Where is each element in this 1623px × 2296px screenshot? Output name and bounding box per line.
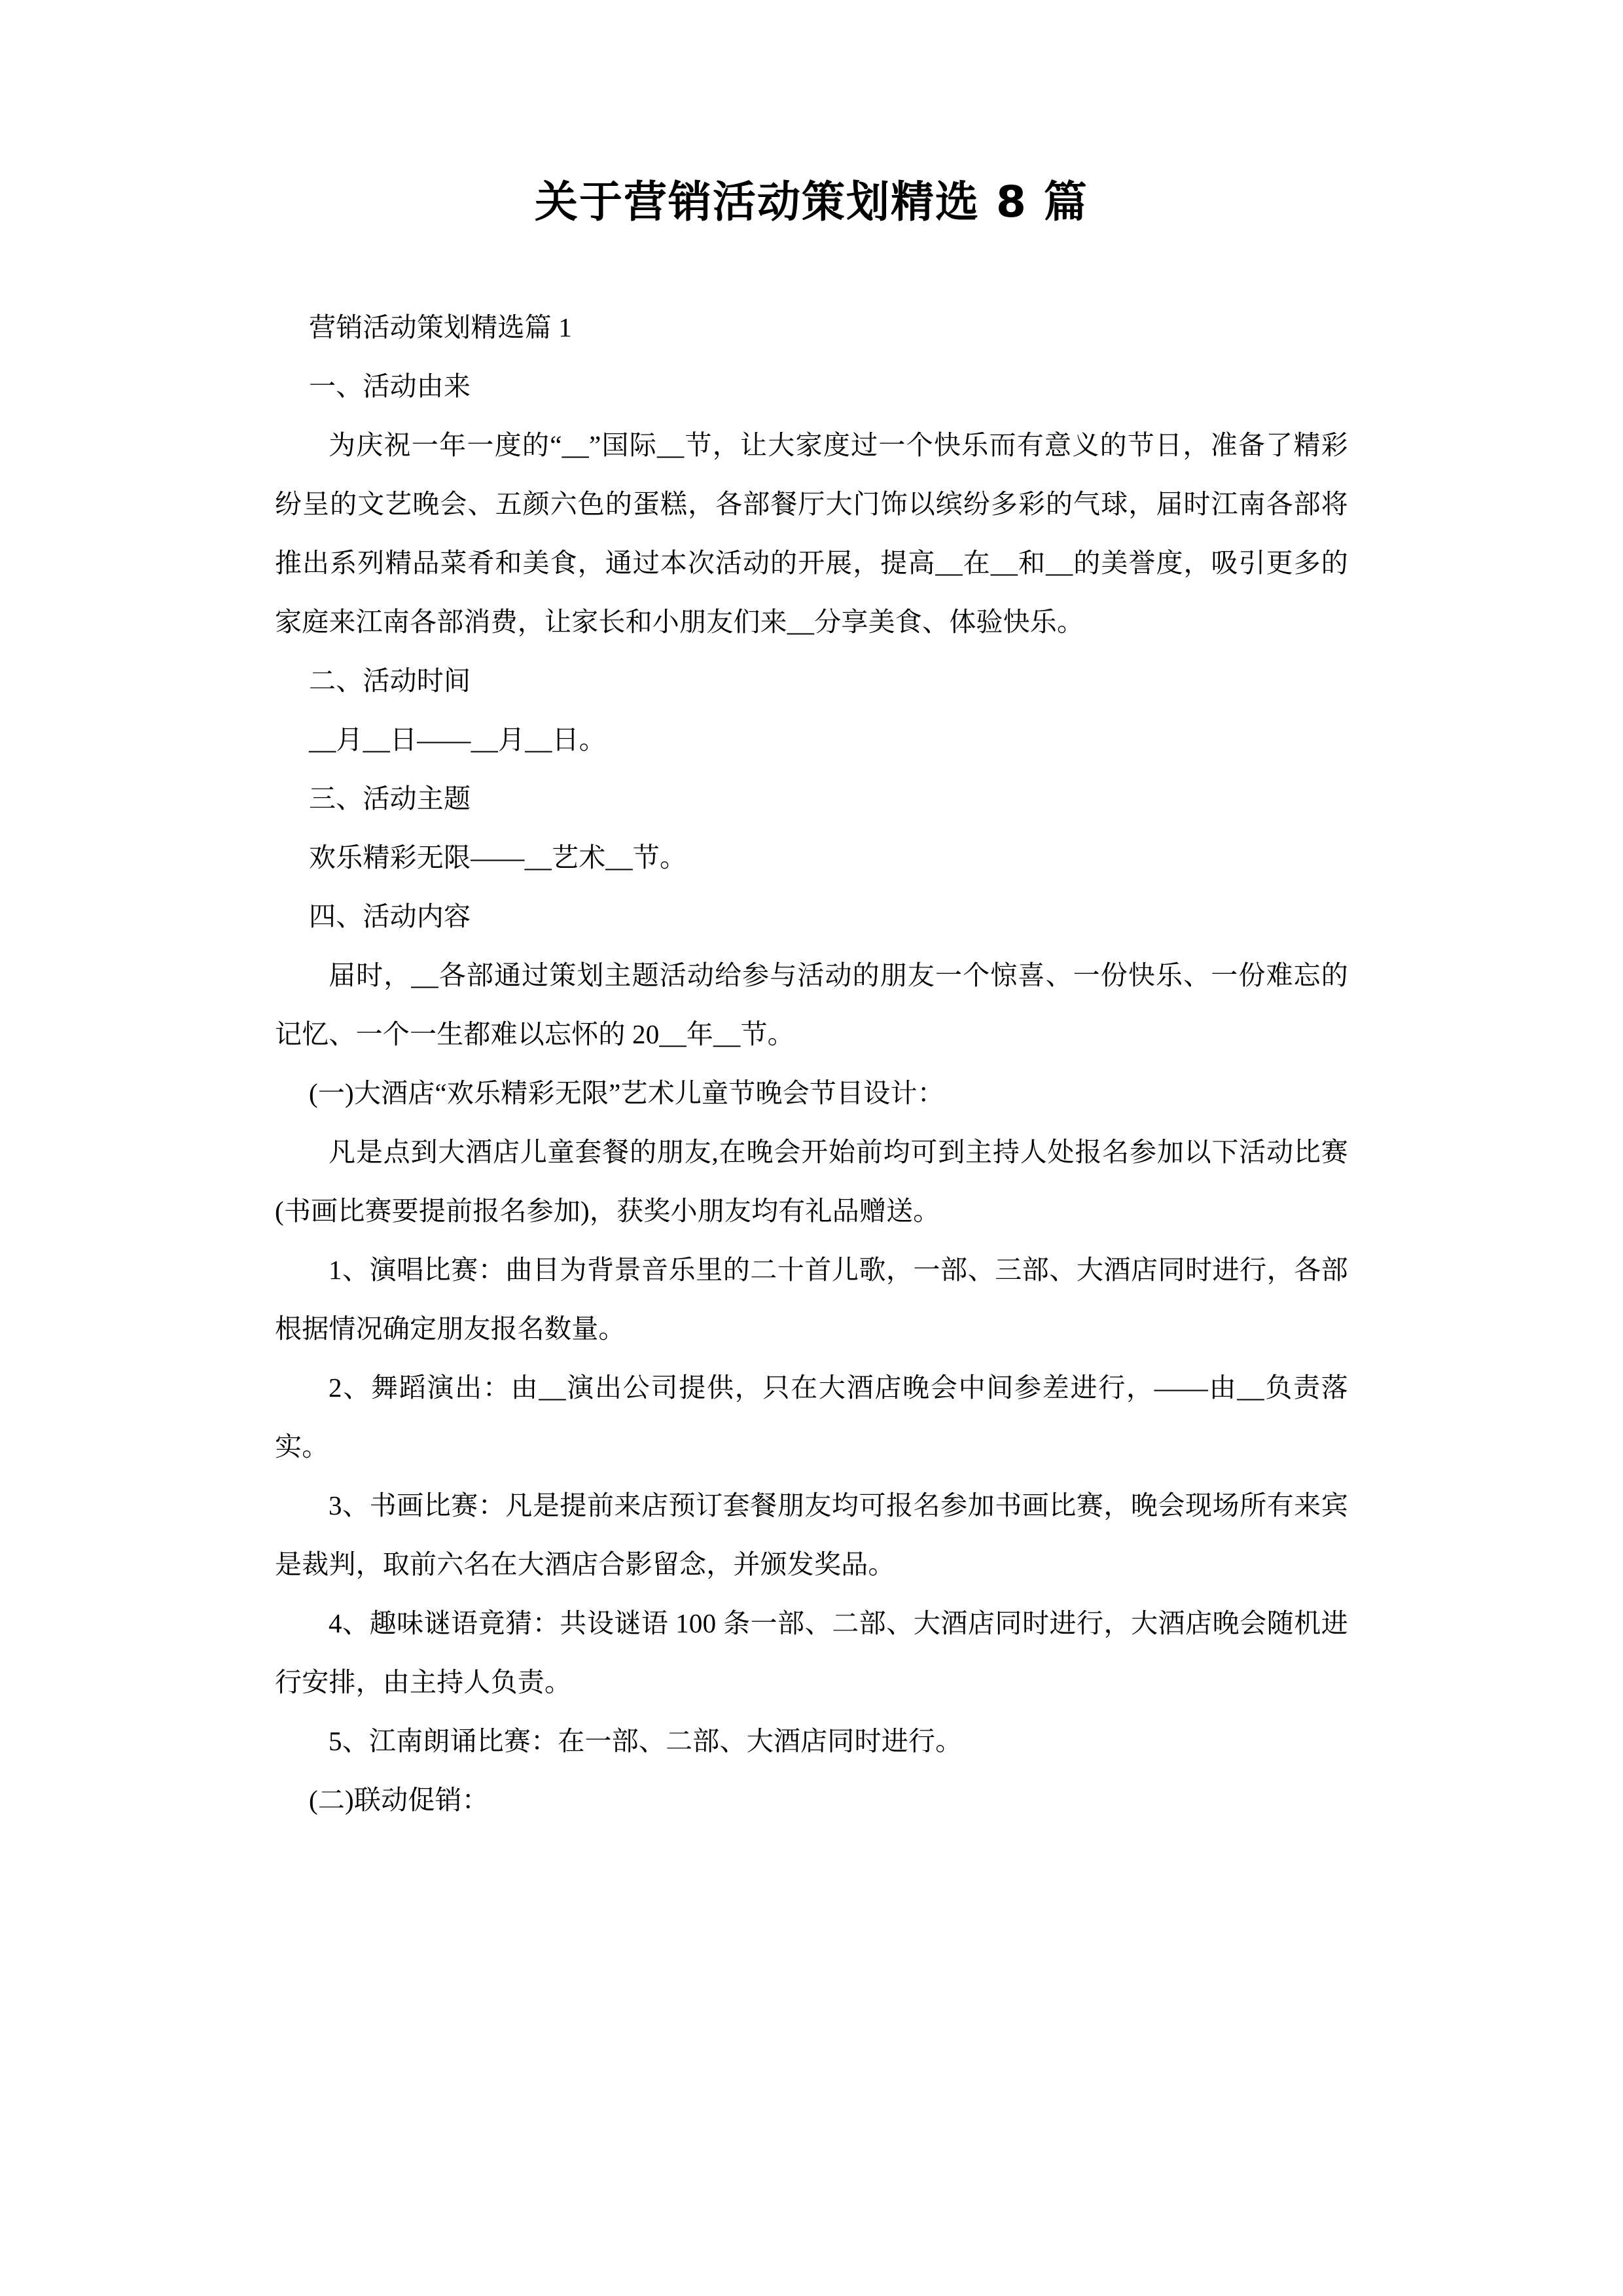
heading-subsection-one: (一)大酒店“欢乐精彩无限”艺术儿童节晚会节目设计： [309, 1077, 944, 1108]
list-item-3-calligraphy-contest: 3、书画比赛：凡是提前来店预订套餐朋友均可报名参加书画比赛，晚会现场所有来宾是裁判，取前六名在大酒店合影留念，并颁发奖品。 [275, 1490, 1348, 1579]
paragraph-section-four-body: 届时，__各部通过策划主题活动给参与活动的朋友一个惊喜、一份快乐、一份难忘的记忆、一个一生都难以忘怀的 20__年__节。 [275, 960, 1348, 1049]
paragraph-subsection-one-body: 凡是点到大酒店儿童套餐的朋友,在晚会开始前均可到主持人处报名参加以下活动比赛(书画比赛要提前报名参加)，获奖小朋友均有礼品赠送。 [275, 1136, 1348, 1226]
heading-section-four: 四、活动内容 [309, 901, 471, 931]
heading-section-three: 三、活动主题 [309, 783, 471, 814]
heading-subsection-two: (二)联动促销： [309, 1784, 489, 1815]
page-title: 关于营销活动策划精选 8 篇 [535, 177, 1088, 227]
paragraph-activity-dates: __月__日——__月__日。 [309, 724, 606, 755]
page-content [275, 0, 1348, 1829]
heading-section-two: 二、活动时间 [309, 665, 471, 696]
list-item-2-dance-show: 2、舞蹈演出：由__演出公司提供，只在大酒店晚会中间参差进行，——由__负责落实。 [275, 1372, 1348, 1462]
paragraph-activity-theme: 欢乐精彩无限——__艺术__节。 [309, 842, 687, 872]
list-item-5-recitation-contest: 5、江南朗诵比赛：在一部、二部、大酒店同时进行。 [329, 1725, 963, 1756]
heading-section-one: 一、活动由来 [309, 370, 471, 401]
paragraph-subtitle: 营销活动策划精选篇 1 [309, 312, 572, 342]
document-body [275, 298, 1348, 1829]
list-item-4-riddle-contest: 4、趣味谜语竟猜：共设谜语 100 条一部、二部、大酒店同时进行，大酒店晚会随机进行安排，由主持人负责。 [275, 1607, 1348, 1697]
list-item-1-singing-contest: 1、演唱比赛：曲目为背景音乐里的二十首儿歌，一部、三部、大酒店同时进行，各部根据情况确定朋友报名数量。 [275, 1254, 1348, 1344]
paragraph-section-one-body: 为庆祝一年一度的“__”国际__节，让大家度过一个快乐而有意义的节日，准备了精彩纷呈的文艺晚会、五颜六色的蛋糕，各部餐厅大门饰以缤纷多彩的气球，届时江南各部将推出系列精品菜肴和美食，通过本次活动的开展，提高__在__和__的美誉度，吸引更多的家庭来江南各部消费，让家长和小朋友们来__分享美食、体验快乐。 [275, 429, 1348, 637]
